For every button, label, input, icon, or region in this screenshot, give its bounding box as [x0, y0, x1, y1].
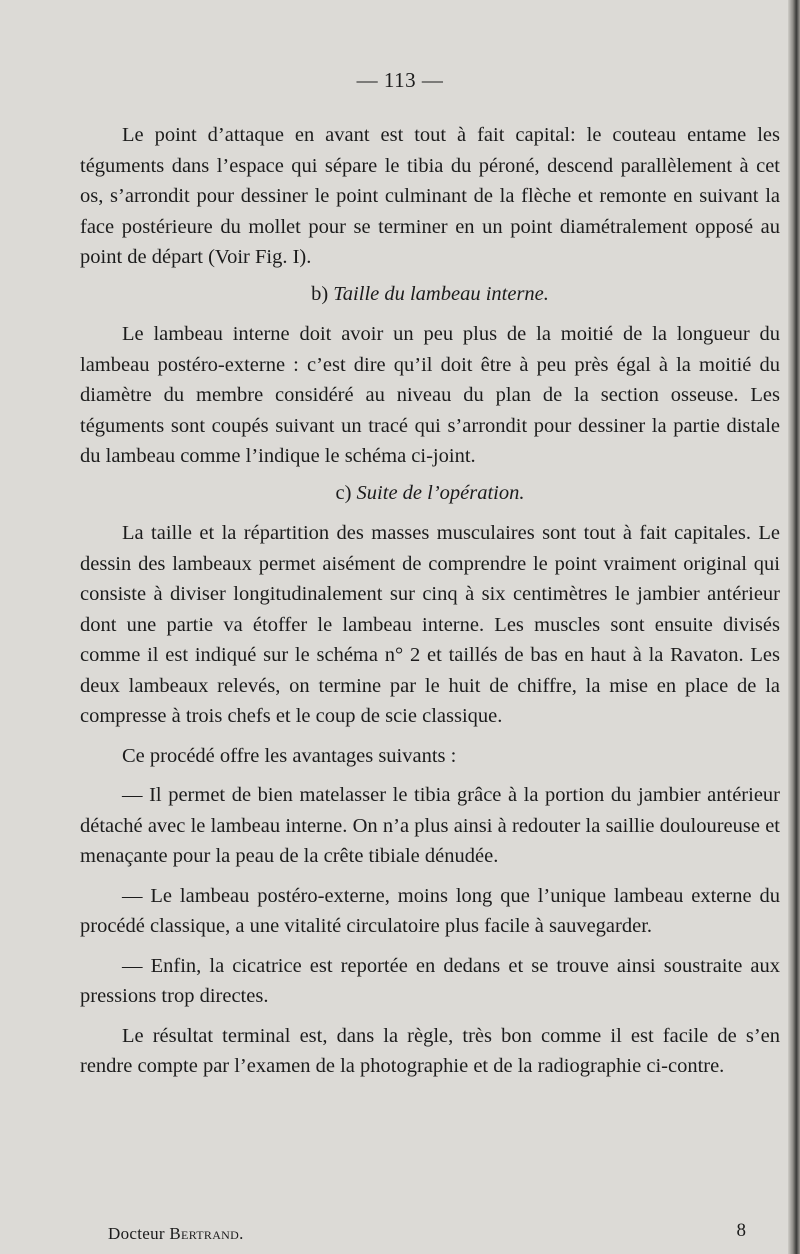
- body-text: [80, 120, 780, 1082]
- paragraph-resultat: Le résultat terminal est, dans la règle, très bon comme il est facile de s’en rendre compte par l’examen de la photographie et de la radiographie ci-contre.: [80, 1024, 780, 1077]
- heading-c-title: Suite de l’opération.: [356, 481, 525, 504]
- footer-sheet-number: 8: [736, 1220, 746, 1241]
- heading-b-label: b): [311, 282, 329, 305]
- paragraph-avantage-3: — Enfin, la cicatrice est reportée en dedans et se trouve ainsi soustraite aux pressions trop directes.: [80, 954, 780, 1007]
- page-number: — 113 —: [356, 68, 444, 92]
- footer-author-prefix: Docteur: [108, 1224, 165, 1243]
- heading-b-title: Taille du lambeau interne.: [333, 282, 549, 305]
- paragraph-point-attaque: Le point d’attaque en avant est tout à fait capital: le couteau entame les téguments dans l’espace qui sépare le tibia du péroné, descend parallèlement à cet os, s’arrondit pour dessiner le point culminant de la flèche et remonte en suivant la face postérieure du mollet pour se terminer en un point diamétralement opposé au point de départ (Voir Fig. I).: [80, 124, 780, 268]
- footer-author-name: Bertrand.: [169, 1224, 244, 1243]
- paragraph-masses-musculaires: La taille et la répartition des masses musculaires sont tout à fait capitales. Le dessin des lambeaux permet aisément de comprendre le point vraiment original qui consiste à diviser longitudinalement sur cinq à six centimètres le jambier antérieur dont une partie va étoffer le lambeau interne. Les muscles sont ensuite divisés comme il est indiqué sur le schéma n° 2 et taillés de bas en haut à la Ravaton. Les deux lambeaux relevés, on termine par le huit de chiffre, la mise en place de la compresse à trois chefs et le coup de scie classique.: [80, 522, 780, 727]
- section-heading-b: [80, 279, 780, 310]
- paragraph-avantage-1: — Il permet de bien matelasser le tibia grâce à la portion du jambier antérieur détaché avec le lambeau interne. On n’a plus ainsi à redouter la saillie douloureuse et menaçante pour la peau de la crête tibiale dénudée.: [80, 784, 780, 867]
- heading-c-label: c): [335, 481, 352, 504]
- footer-author: [108, 1224, 244, 1244]
- paragraph-avantage-2: — Le lambeau postéro-externe, moins long que l’unique lambeau externe du procédé classique, a une vitalité circulatoire plus facile à sauvegarder.: [80, 884, 780, 937]
- section-heading-c: [80, 478, 780, 509]
- page-edge-shadow: [788, 0, 800, 1254]
- paragraph-lambeau-interne: Le lambeau interne doit avoir un peu plus de la moitié de la longueur du lambeau postéro-externe : c’est dire qu’il doit être à peu près égal à la moitié du diamètre du membre considéré au niveau du plan de la section osseuse. Les téguments sont coupés suivant un tracé qui s’arrondit pour dessiner la partie distale du lambeau comme l’indique le schéma ci-joint.: [80, 323, 780, 467]
- paragraph-avantages-intro: Ce procédé offre les avantages suivants :: [122, 744, 457, 767]
